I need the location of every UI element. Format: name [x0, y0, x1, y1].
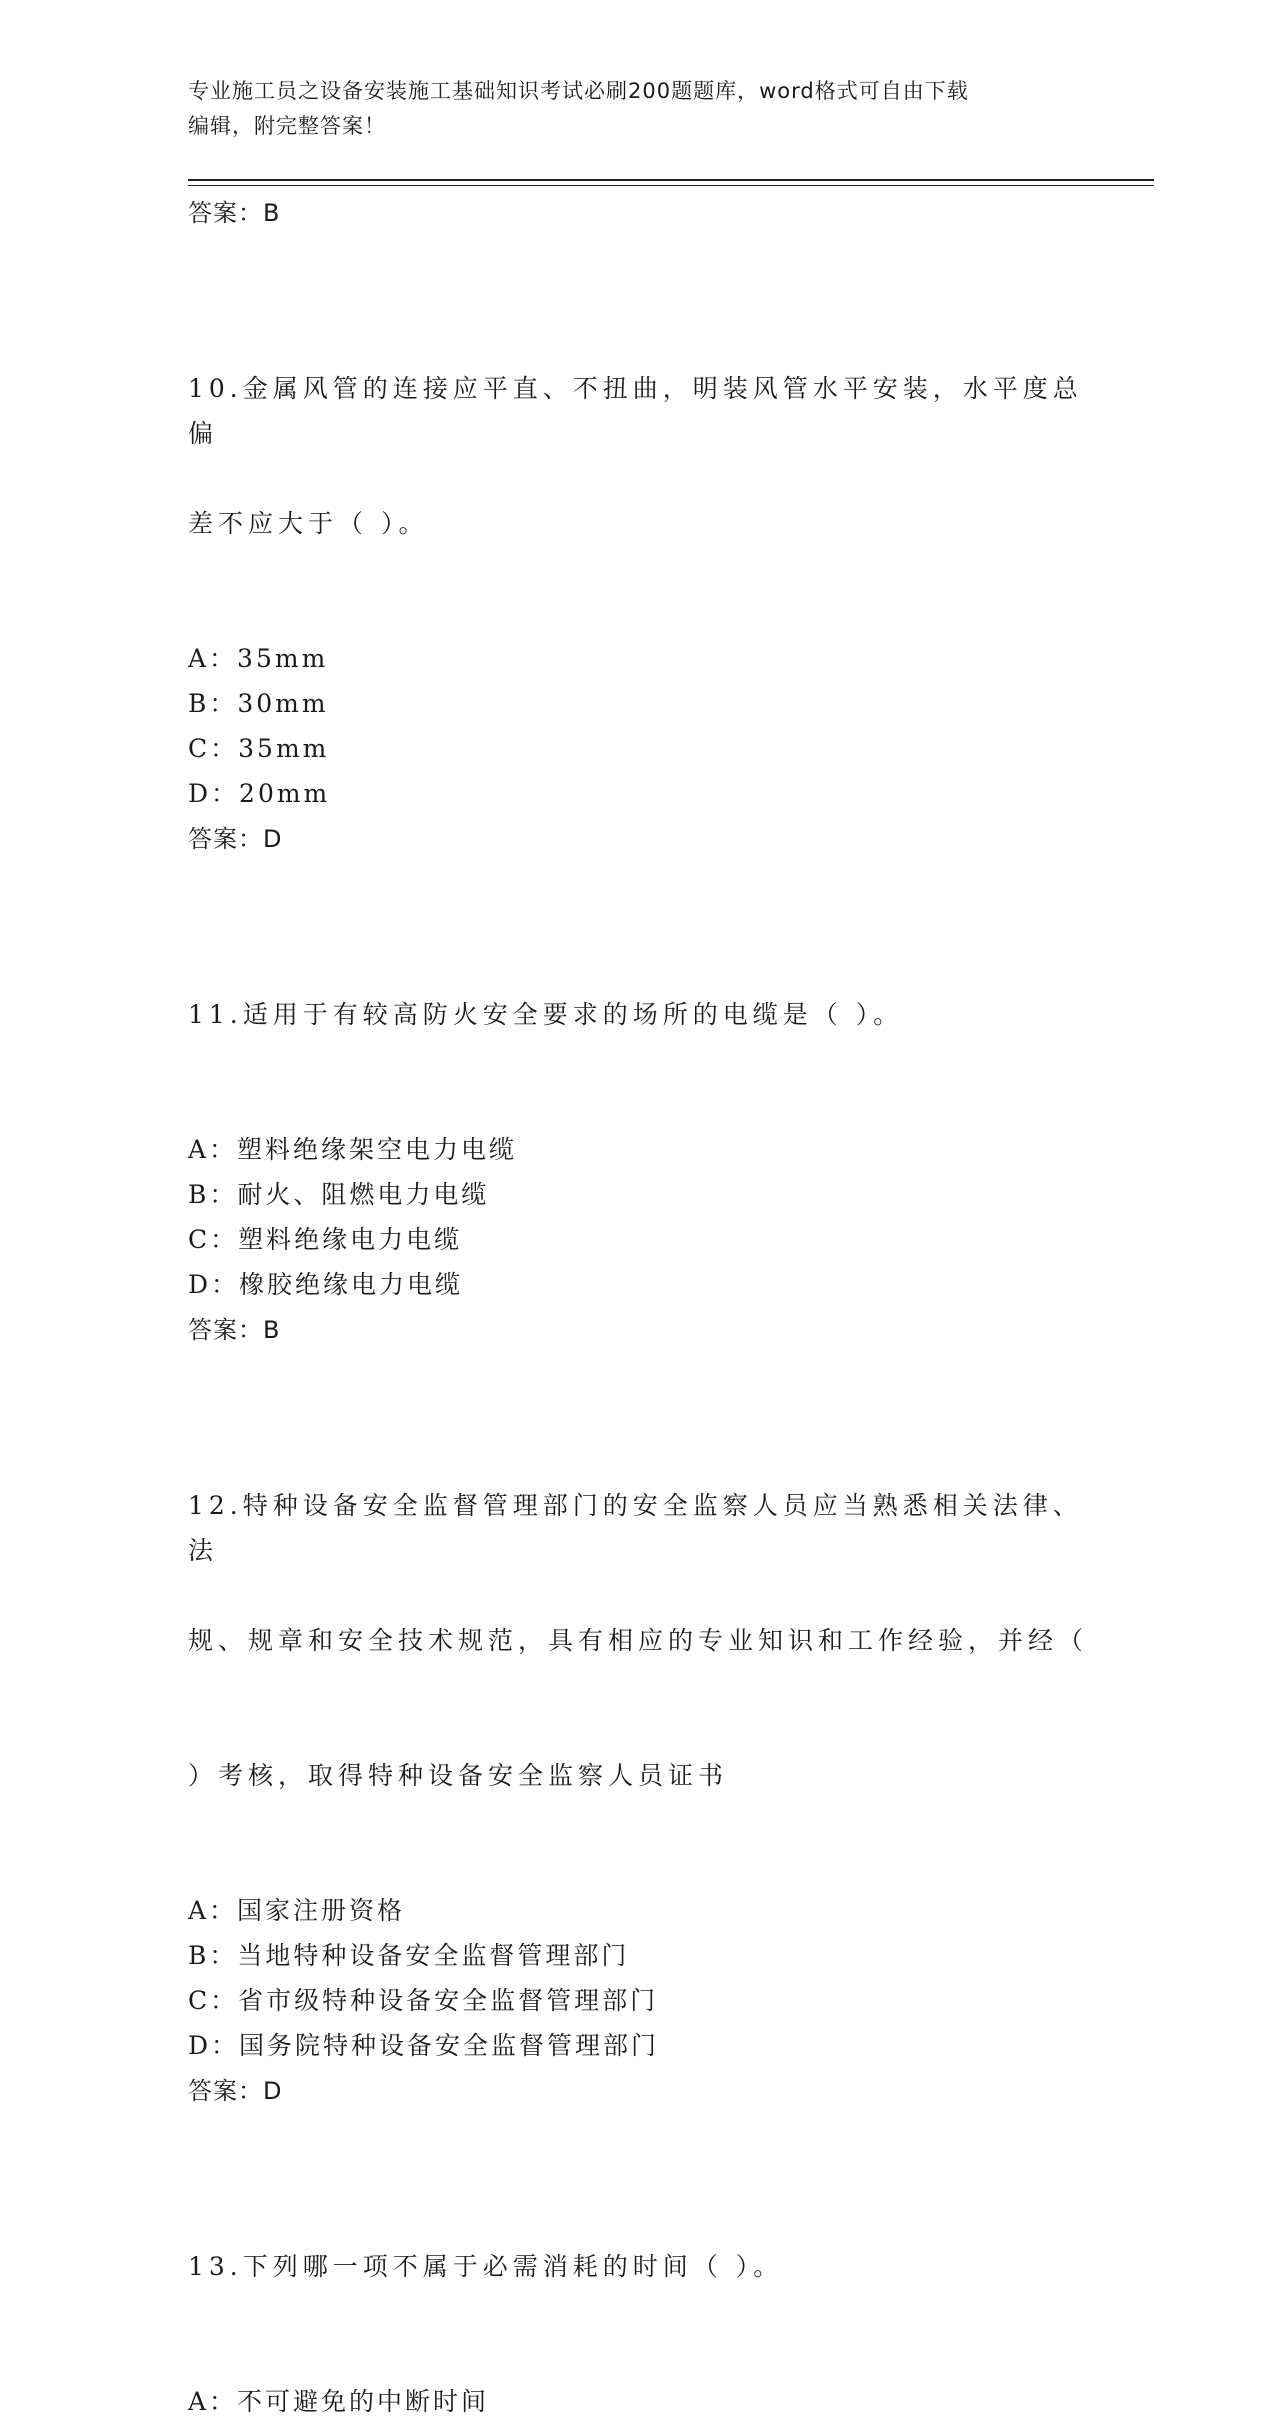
- question-10-stem-line-1: 10.金属风管的连接应平直、不扭曲，明装风管水平安装，水平度总偏: [188, 374, 1083, 448]
- question-13-stem: [188, 2154, 1088, 2379]
- question-11-stem-line-1: 11.适用于有较高防火安全要求的场所的电缆是（ ）。: [188, 1000, 904, 1029]
- question-10-stem: [188, 276, 1088, 636]
- question-12-stem-line-1: 12.特种设备安全监督管理部门的安全监察人员应当熟悉相关法律、法: [188, 1491, 1083, 1565]
- question-11-option-b: B：耐火、阻燃电力电缆: [188, 1180, 490, 1209]
- header-line-2: 编辑，附完整答案！: [188, 114, 386, 138]
- question-10-option-b: B：30mm: [188, 689, 329, 718]
- question-11-answer: 答案：B: [188, 1316, 281, 1344]
- question-13-stem-line-1: 13.下列哪一项不属于必需消耗的时间（ ）。: [188, 2252, 784, 2281]
- spacer: [188, 862, 1088, 902]
- question-13: [188, 2154, 1088, 2424]
- question-12-option-a: A：国家注册资格: [188, 1896, 406, 1925]
- question-11-option-d: D：橡胶绝缘电力电缆: [188, 1270, 464, 1299]
- answer-previous: 答案：B: [188, 199, 281, 227]
- document-header: [188, 74, 1088, 144]
- spacer: [188, 236, 1088, 276]
- question-10-option-d: D：20mm: [188, 779, 331, 808]
- question-10-option-c: C：35mm: [188, 734, 330, 763]
- question-10-answer: 答案：D: [188, 825, 283, 853]
- question-list: [188, 190, 1088, 2424]
- question-11-option-a: A：塑料绝缘架空电力电缆: [188, 1135, 518, 1164]
- question-12-option-b: B：当地特种设备安全监督管理部门: [188, 1941, 630, 1970]
- question-11-stem: [188, 902, 1088, 1127]
- question-11: [188, 902, 1088, 1353]
- question-11-option-c: C：塑料绝缘电力电缆: [188, 1225, 463, 1254]
- question-12-stem-line-2: 规、规章和安全技术规范，具有相应的专业知识和工作经验，并经（: [188, 1626, 1089, 1655]
- question-12: [188, 1393, 1088, 2114]
- question-10-stem-line-2: 差不应大于（ ）。: [188, 509, 429, 538]
- spacer: [188, 1353, 1088, 1393]
- header-rule-thick: [188, 179, 1154, 181]
- question-10: [188, 276, 1088, 862]
- header-rule-thin: [188, 185, 1154, 186]
- question-13-option-a: A：不可避免的中断时间: [188, 2387, 490, 2416]
- question-12-option-d: D：国务院特种设备安全监督管理部门: [188, 2031, 660, 2060]
- spacer: [188, 2114, 1088, 2154]
- question-10-option-a: A：35mm: [188, 644, 329, 673]
- question-12-stem: [188, 1393, 1088, 1888]
- header-line-1: 专业施工员之设备安装施工基础知识考试必刷200题题库，word格式可自由下载: [188, 79, 969, 103]
- question-12-stem-line-3: ）考核，取得特种设备安全监察人员证书: [188, 1761, 729, 1790]
- question-12-answer: 答案：D: [188, 2077, 283, 2105]
- question-12-option-c: C：省市级特种设备安全监督管理部门: [188, 1986, 659, 2015]
